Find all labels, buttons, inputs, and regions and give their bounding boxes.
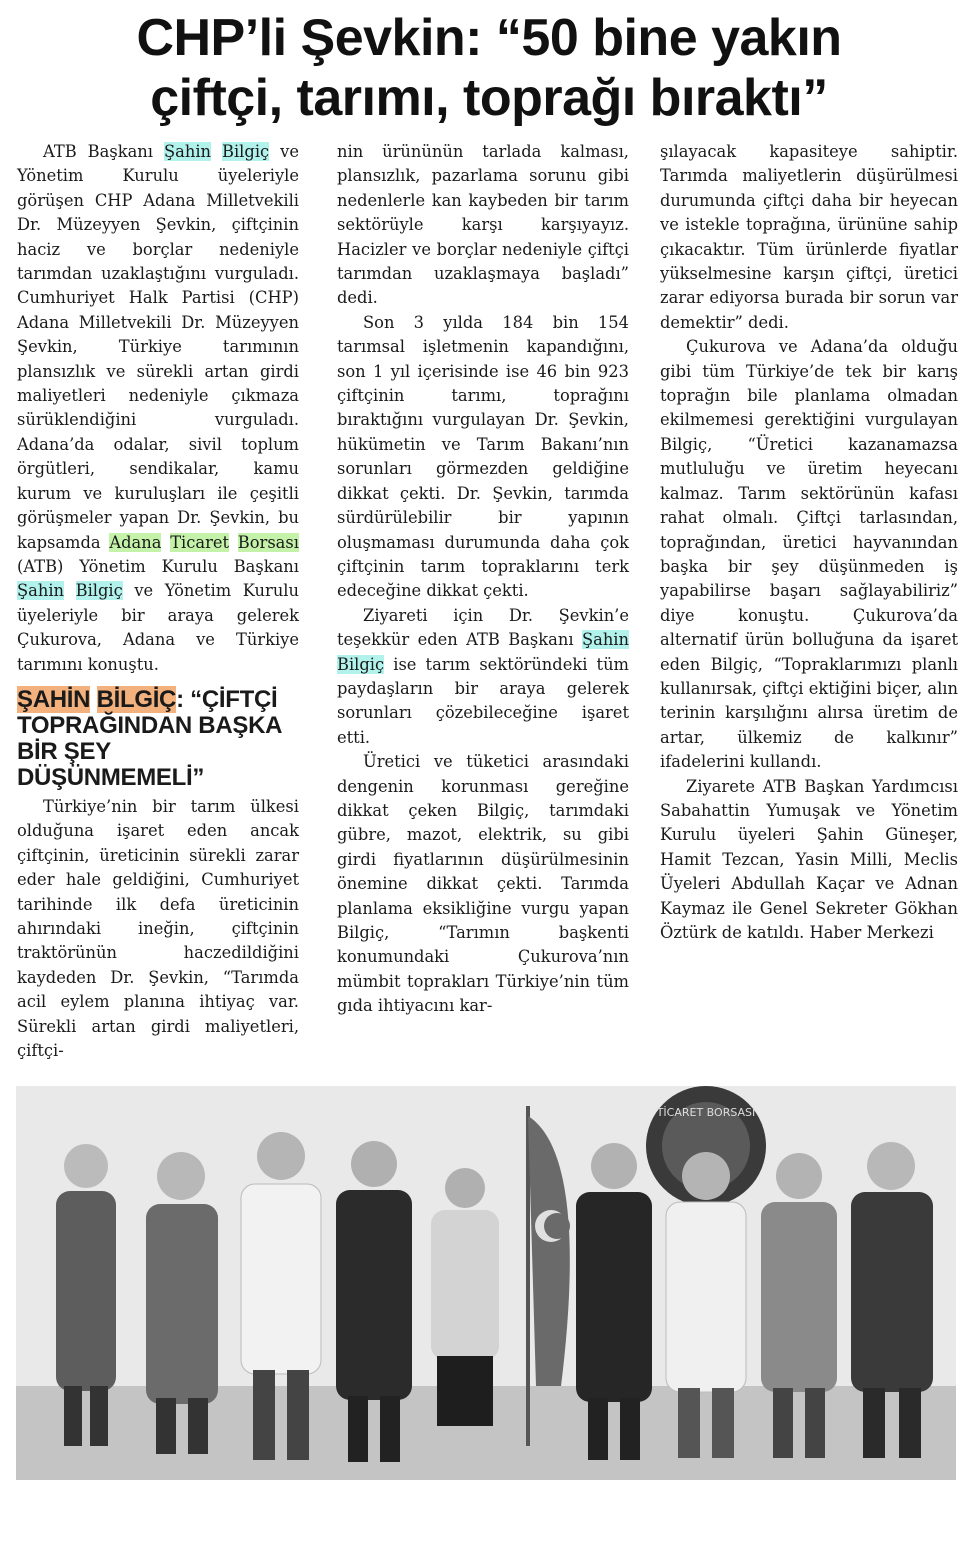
headline [0,8,978,128]
text-run: ATB Başkanı [43,142,164,161]
group-photo-illustration [16,1086,956,1480]
paragraph: şılayacak kapasiteye sahiptir. Tarımda maliyetlerin düşürülmesi durumunda çiftçi daha bir heyecan ve istekle toprağına, ürününe sahip çıkacaktır. Tüm ürünlerde fiyatlar yükselmesine karşın çiftçi, üretici zarar ediyorsa burada bir sorun var demektir” dedi. [660,142,958,332]
headline-line-2: çiftçi, tarımı, toprağı bıraktı” [150,69,828,127]
paragraph-intro [17,140,299,677]
text-run: ve Yönetim Kurulu üyeleriyle bir araya gelerek Çukurova, Adana ve Türkiye tarımını konuştu. [17,581,299,674]
paragraph: Son 3 yılda 184 bin 154 tarımsal işletmenin kapandığını, son 1 yıl içerisinde ise 46 bin 923 çiftçinin tarımı, toprağını bıraktığını vurgulayan Dr. Şevkin, hükümetin ve Tarım Bakanı’nın sorunları görmezden geldiğine dikkat çekti. Dr. Şevkin, tarımda sürdürülebilir bir yapının oluşmaması durumunda daha çok çiftçinin tarım topraklarını terk edeceğine dikkat çekti. [337,312,629,601]
subheading-text: : “ÇİFTÇİ TOPRAĞINDAN BAŞKA BİR ŞEY DÜŞÜNMEMELİ” [17,685,282,791]
paragraph: Çukurova ve Adana’da olduğu gibi tüm Türkiye’de tek bir karış toprağın bile planlama olmadan ekilmemesi gerektiğini vurgulayan Bilgiç, “Üretici kazanamazsa mutluluğu ve üretim heyecanı kalmaz. Tarım sektörünün kafası rahat olmalı. Çiftçi tarlasından, toprağından, üretici hayvanından başka bir şey düşünmeden iş yapabilirse başarı sağlayabiliriz” diye konuştu. Çukurova’da alternatif ürün bolluğuna da işaret eden Bilgiç, “Topraklarımızı planlı kullanırsak, çiftçi ektiğini biçer, alın terinin karşılığını alırsa üretim de artar, ülkemiz de kalkınır” ifadelerini kullandı. [660,337,958,772]
paragraph: Ziyarete ATB Başkan Yardımcısı Sabahattin Yumuşak ve Yönetim Kurulu üyeleri Şahin Güneşer, Hamit Tezcan, Yasin Milli, Meclis Üyeleri Abdullah Kaçar ve Adnan Kaymaz ile Genel Sekreter Gökhan Öztürk de katıldı. Haber Merkezi [660,776,958,942]
highlight-name: Şahin [581,630,629,650]
paragraph [337,604,629,750]
subheading-name: BİLGİÇ [96,685,177,713]
highlight-name: Şahin [17,581,65,601]
subheading-name: ŞAHİN [17,685,91,713]
paragraph: Türkiye’nin bir tarım ülkesi olduğuna işaret eden ancak çiftçinin, üreticinin sürekli zarar eder hale geldiğini, Cumhuriyet tarihinde ilk defa üreticinin ahırındaki ineğin, çiftçinin traktörünün haczedildiğini kaydeden Dr. Şevkin, “Tarımda acil eylem planına ihtiyaç var. Sürekli artan girdi maliyetleri, çiftçi- [17,796,299,1060]
paragraph: nin ürününün tarlada kalması, plansızlık, pazarlama sorunu gibi nedenlerle kan kaybeden bir tarım sektörüyle karşı karşıyayız. Hacizler ve borçlar nedeniyle çiftçi tarımdan uzaklaşmaya başladı” dedi. [337,142,629,308]
text-run: ve Yönetim Kurulu üyeleriyle görüşen CHP Adana Milletvekili Dr. Müzeyyen Şevkin, çiftçinin haciz ve borçlar nedeniyle tarımdan uzaklaştığını vurguladı. Cumhuriyet Halk Partisi (CHP) Adana Milletvekili Dr. Müzeyyen Şevkin, Türkiye tarımının plansızlık ve sürekli artan girdi maliyetleri nedeniyle çıkmaza sürüklendiğini vurguladı. Adana’da odalar, sivil toplum örgütleri, sendikalar, kamu kurum ve kuruluşları ile çeşitli görüşmeler yapan Dr. Şevkin, bu kapsamda [17,142,299,552]
svg-text:TİCARET BORSASI: TİCARET BORSASI [656,1106,756,1119]
highlight-org: Ticaret [170,532,230,552]
highlight-org: Borsası [237,532,299,552]
text-run: ise tarım sektöründeki tüm paydaşların bir araya gelerek sorunları çözebileceğine işaret etti. [337,654,629,747]
group-photo [16,1086,956,1480]
paragraph: Üretici ve tüketici arasındaki dengenin korunması gereğine dikkat çeken Bilgiç, tarımdaki gübre, mazot, elektrik, su gibi girdi fiyatlarının düşürülmesinin önemine dikkat çekti. Tarımda planlama eksikliğine vurgu yapan Bilgiç, “Tarımın başkenti konumundaki Çukurova’nın mümbit toprakları Türkiye’nin tüm gıda ihtiyacını kar- [337,752,629,1016]
article-column-1 [17,140,299,1063]
article-column-2 [337,140,629,1019]
highlight-name: Bilgiç [337,654,385,674]
highlight-name: Şahin [163,142,212,161]
text-run: (ATB) Yönetim Kurulu Başkanı [17,556,299,576]
article-column-3 [660,140,958,945]
highlight-name: Bilgiç [222,142,270,161]
subheading [17,687,299,791]
text-run: Ziyareti için Dr. Şevkin’e teşekkür eden ATB Başkanı [337,605,629,650]
highlight-org: Adana [109,532,162,552]
headline-line-1: CHP’li Şevkin: “50 bine yakın [136,9,842,67]
highlight-name: Bilgiç [75,581,123,601]
